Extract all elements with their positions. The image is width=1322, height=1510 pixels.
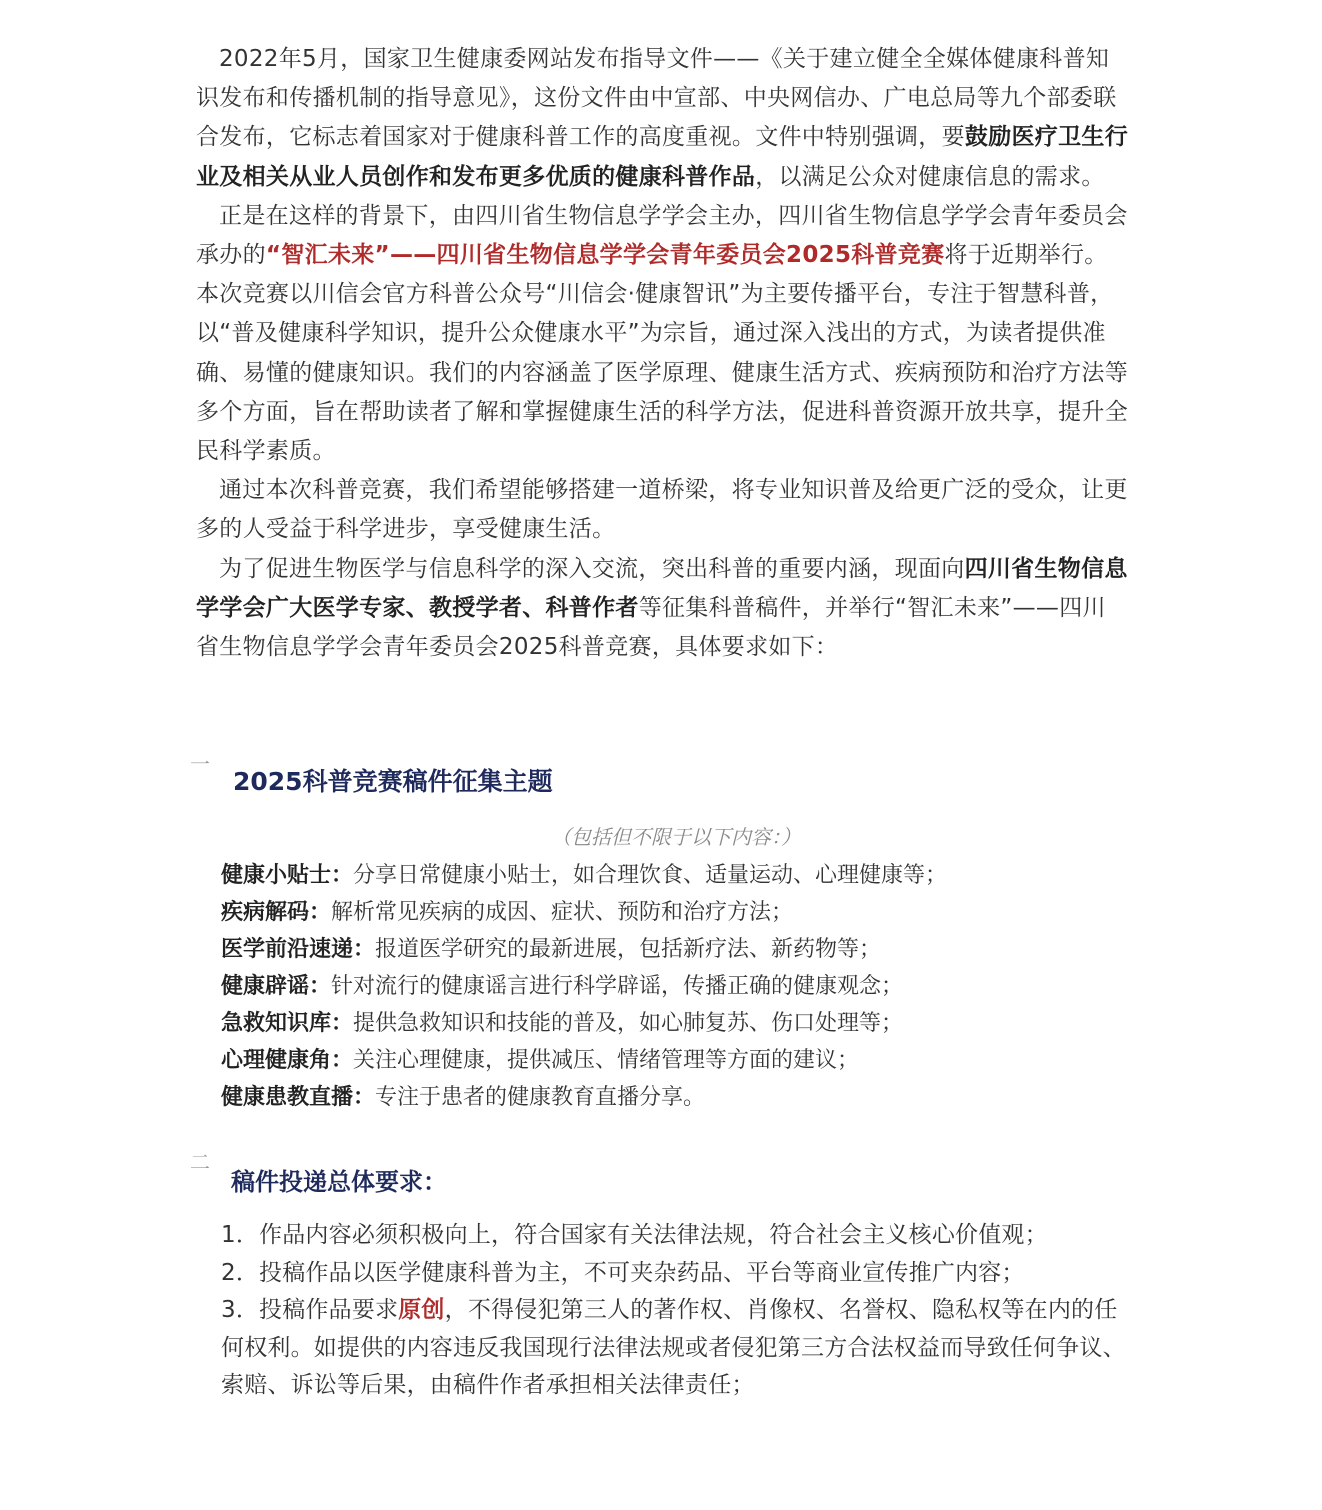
intro-p1-emphasis: 鼓励医疗卫生行业及相关从业人员创作和发布更多优质的健康科普作品 — [196, 124, 1129, 190]
topic-desc: 解析常见疾病的成因、症状、预防和治疗方法； — [331, 900, 794, 925]
requirement-item — [221, 1292, 1133, 1405]
topic-desc: 关注心理健康，提供减压、情绪管理等方面的建议； — [353, 1048, 860, 1073]
list-item — [221, 894, 1141, 931]
list-item — [221, 968, 1141, 1005]
section-1-marker: 一 — [190, 752, 208, 776]
list-item — [221, 1042, 1141, 1079]
intro-paragraph-1 — [196, 40, 1128, 197]
list-item — [221, 1079, 1141, 1116]
intro-p2-text: 正是在这样的背景下，由四川省生物信息学学会主办，四川省生物信息学学会青年委员会承办的 — [196, 202, 1128, 269]
topic-desc: 针对流行的健康谣言进行科学辟谣，传播正确的健康观念； — [331, 974, 904, 999]
topic-term: 疾病解码： — [221, 900, 332, 925]
intro-paragraph-3: 通过本次科普竞赛，我们希望能够搭建一道桥梁，将专业知识普及给更广泛的受众，让更多的人受益于科学进步，享受健康生活。 — [196, 477, 1128, 543]
section-2-marker: 二 — [190, 1150, 208, 1174]
requirements-list — [221, 1217, 1133, 1405]
intro-p1-text-end: ，以满足公众对健康信息的需求。 — [755, 163, 1105, 190]
topic-desc: 报道医学研究的最新进展，包括新疗法、新药物等； — [375, 937, 882, 962]
intro-p4-text: 为了促进生物医学与信息科学的深入交流，突出科普的重要内涵，现面向 — [219, 555, 965, 582]
list-item — [221, 1005, 1141, 1042]
list-item — [221, 857, 1141, 894]
section-1-title: 2025科普竞赛稿件征集主题 — [233, 767, 553, 796]
topic-desc: 提供急救知识和技能的普及，如心肺复苏、伤口处理等； — [353, 1011, 904, 1036]
requirement-text-end: ，不得侵犯第三人的著作权、肖像权、名誉权、隐私权等在内的任何权利。如提供的内容违反我国现行法律法规或者侵犯第三方合法权益而导致任何争议、索赔、诉讼等后果，由稿件作者承担相关法律责任； — [221, 1297, 1126, 1399]
intro-paragraph-4 — [196, 550, 1128, 668]
intro-p2-text-end: 将于近期举行。本次竞赛以川信会官方科普公众号“川信会·健康智讯”为主要传播平台，专注于智慧科普，以“普及健康科学知识，提升公众健康水平”为宗旨，通过深入浅出的方式，为读者提供准确、易懂的健康知识。我们的内容涵盖了医学原理、健康生活方式、疾病预防和治疗方法等多个方面，旨在帮助读者了解和掌握健康生活的科学方法，促进科普资源开放共享，提升全民科学素质。 — [196, 242, 1128, 465]
topic-term: 医学前沿速递： — [221, 937, 376, 962]
topic-term: 急救知识库： — [221, 1011, 354, 1036]
intro-section — [196, 40, 1128, 667]
intro-p4-emphasis: 四川省生物信息学学会广大医学专家、教授学者、科普作者 — [196, 555, 1128, 621]
topic-desc: 分享日常健康小贴士，如合理饮食、适量运动、心理健康等； — [353, 863, 948, 888]
topics-note: （包括但不限于以下内容：） — [551, 825, 801, 849]
intro-p1-text: 2022年5月，国家卫生健康委网站发布指导文件——《关于建立健全全媒体健康科普知识发布和传播机制的指导意见》，这份文件由中宣部、中央网信办、广电总局等九个部委联合发布，它标志着国家对于健康科普工作的高度重视。文件中特别强调，要 — [196, 46, 1117, 151]
requirement-item: 2．投稿作品以医学健康科普为主，不可夹杂药品、平台等商业宣传推广内容； — [221, 1259, 1025, 1286]
section-2-title: 稿件投递总体要求： — [231, 1168, 447, 1196]
topic-term: 健康辟谣： — [221, 974, 332, 999]
list-item — [221, 931, 1141, 968]
intro-p4-text-end: 等征集科普稿件，并举行“智汇未来”——四川省生物信息学学会青年委员会2025科普竞赛，具体要求如下： — [196, 594, 1106, 661]
topics-list — [221, 857, 1141, 1116]
topic-term: 心理健康角： — [221, 1048, 354, 1073]
original-highlight: 原创 — [398, 1297, 445, 1324]
intro-paragraph-2 — [196, 197, 1128, 471]
topic-term: 健康小贴士： — [221, 863, 354, 888]
topic-term: 健康患教直播： — [221, 1085, 376, 1110]
requirement-text: 3．投稿作品要求 — [221, 1297, 399, 1324]
contest-name-highlight: “智汇未来”——四川省生物信息学学会青年委员会2025科普竞赛 — [265, 242, 945, 269]
requirement-item: 1．作品内容必须积极向上，符合国家有关法律法规，符合社会主义核心价值观； — [221, 1222, 1048, 1248]
topic-desc: 专注于患者的健康教育直播分享。 — [375, 1085, 706, 1110]
